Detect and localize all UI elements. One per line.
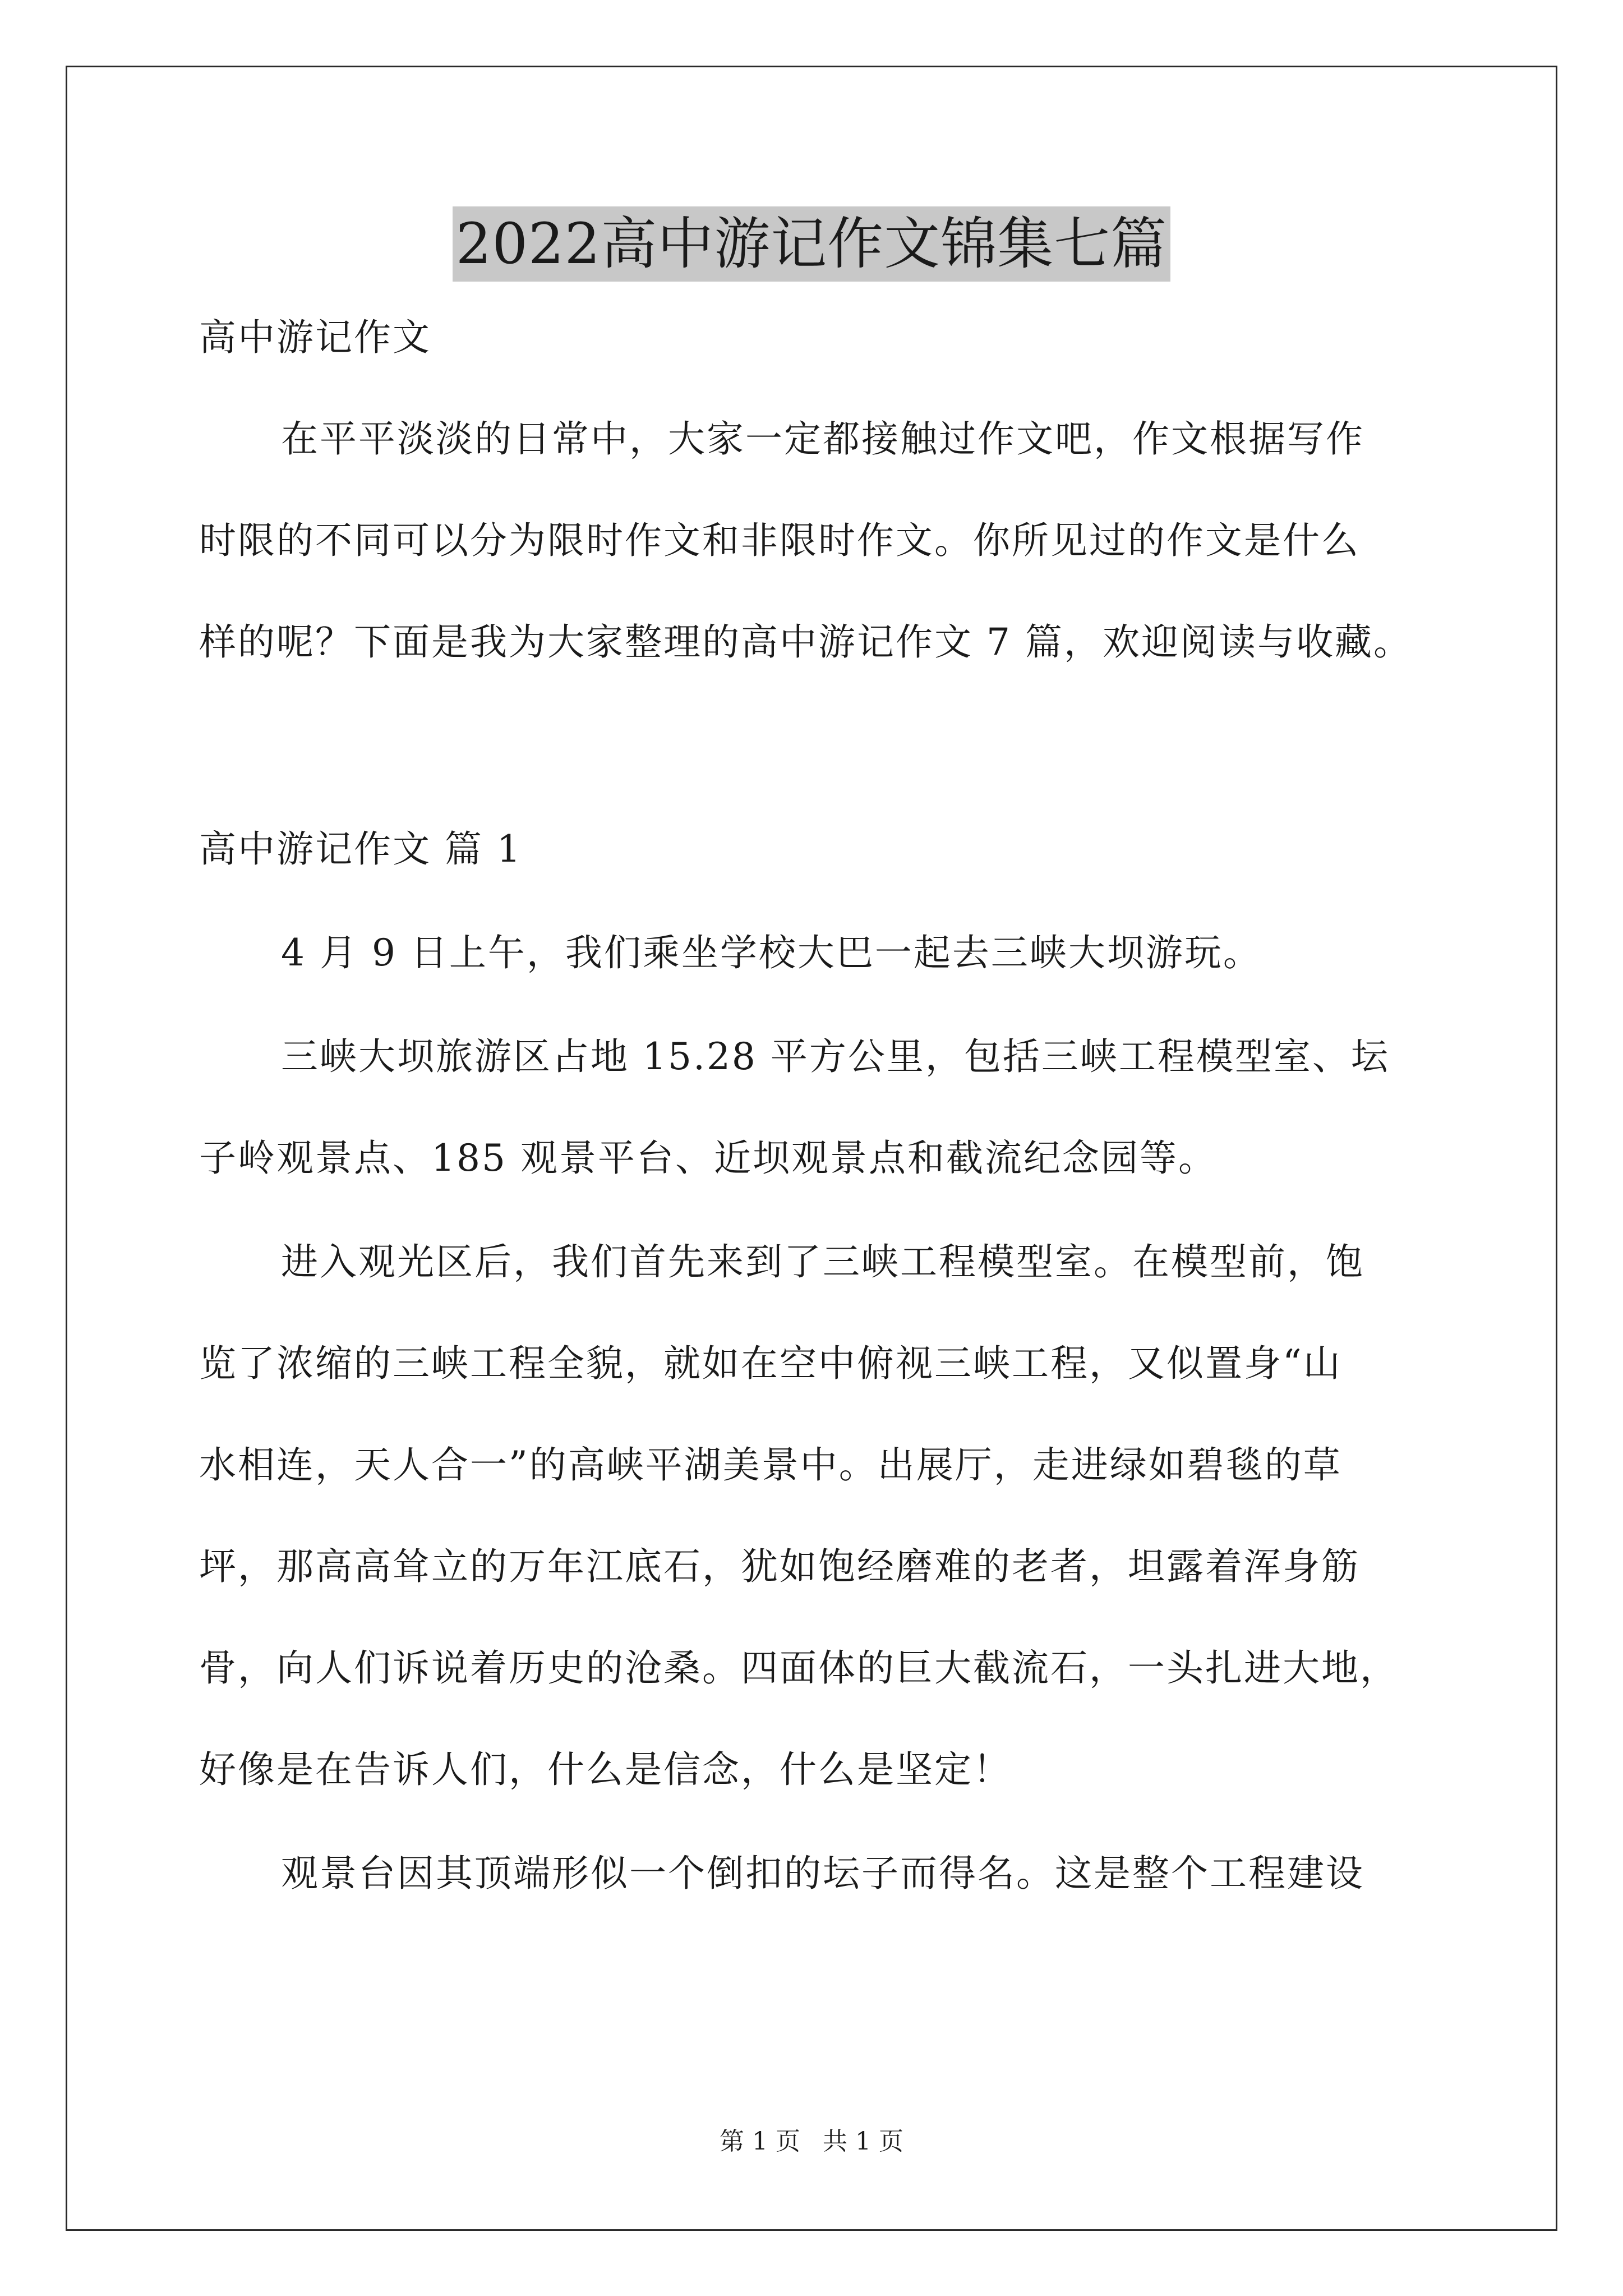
paragraph-line: 好像是在告诉人们，什么是信念，什么是坚定！ <box>199 1748 1012 1791</box>
page-footer <box>0 2126 1623 2157</box>
paragraph-line: 水相连，天人合一”的高峡平湖美景中。出展厅，走进绿如碧毯的草 <box>199 1443 1342 1487</box>
paragraph-line: 三峡大坝旅游区占地 15.28 平方公里，包括三峡工程模型室、坛 <box>281 1035 1390 1078</box>
intro-line: 时限的不同可以分为限时作文和非限时作文。你所见过的作文是什么 <box>199 519 1360 562</box>
paragraph-line: 进入观光区后，我们首先来到了三峡工程模型室。在模型前，饱 <box>281 1240 1364 1283</box>
paragraph-line: 骨，向人们诉说着历史的沧桑。四面体的巨大截流石，一头扎进大地， <box>199 1646 1399 1690</box>
paragraph-line: 览了浓缩的三峡工程全貌，就如在空中俯视三峡工程，又似置身“山 <box>199 1342 1342 1385</box>
paragraph-line: 坪，那高高耸立的万年江底石，犹如饱经磨难的老者，坦露着浑身筋 <box>199 1545 1360 1588</box>
paragraph-line: 观景台因其顶端形似一个倒扣的坛子而得名。这是整个工程建设 <box>281 1852 1364 1895</box>
section-heading: 高中游记作文 <box>199 316 431 359</box>
paragraph-line: 子岭观景点、185 观景平台、近坝观景点和截流纪念园等。 <box>199 1137 1217 1180</box>
document-title: 2022高中游记作文锦集七篇 <box>453 206 1171 282</box>
title-container <box>0 206 1623 282</box>
intro-line: 在平平淡淡的日常中，大家一定都接触过作文吧，作文根据写作 <box>281 417 1364 461</box>
intro-line: 样的呢？下面是我为大家整理的高中游记作文 7 篇，欢迎阅读与收藏。 <box>199 620 1412 664</box>
article-heading: 高中游记作文 篇 1 <box>199 827 522 871</box>
page-number-current: 第 1 页 <box>720 2127 800 2156</box>
document-body <box>199 314 1438 1897</box>
page-number-total: 共 1 页 <box>823 2127 903 2156</box>
paragraph-line: 4 月 9 日上午，我们乘坐学校大巴一起去三峡大坝游玩。 <box>281 931 1262 974</box>
